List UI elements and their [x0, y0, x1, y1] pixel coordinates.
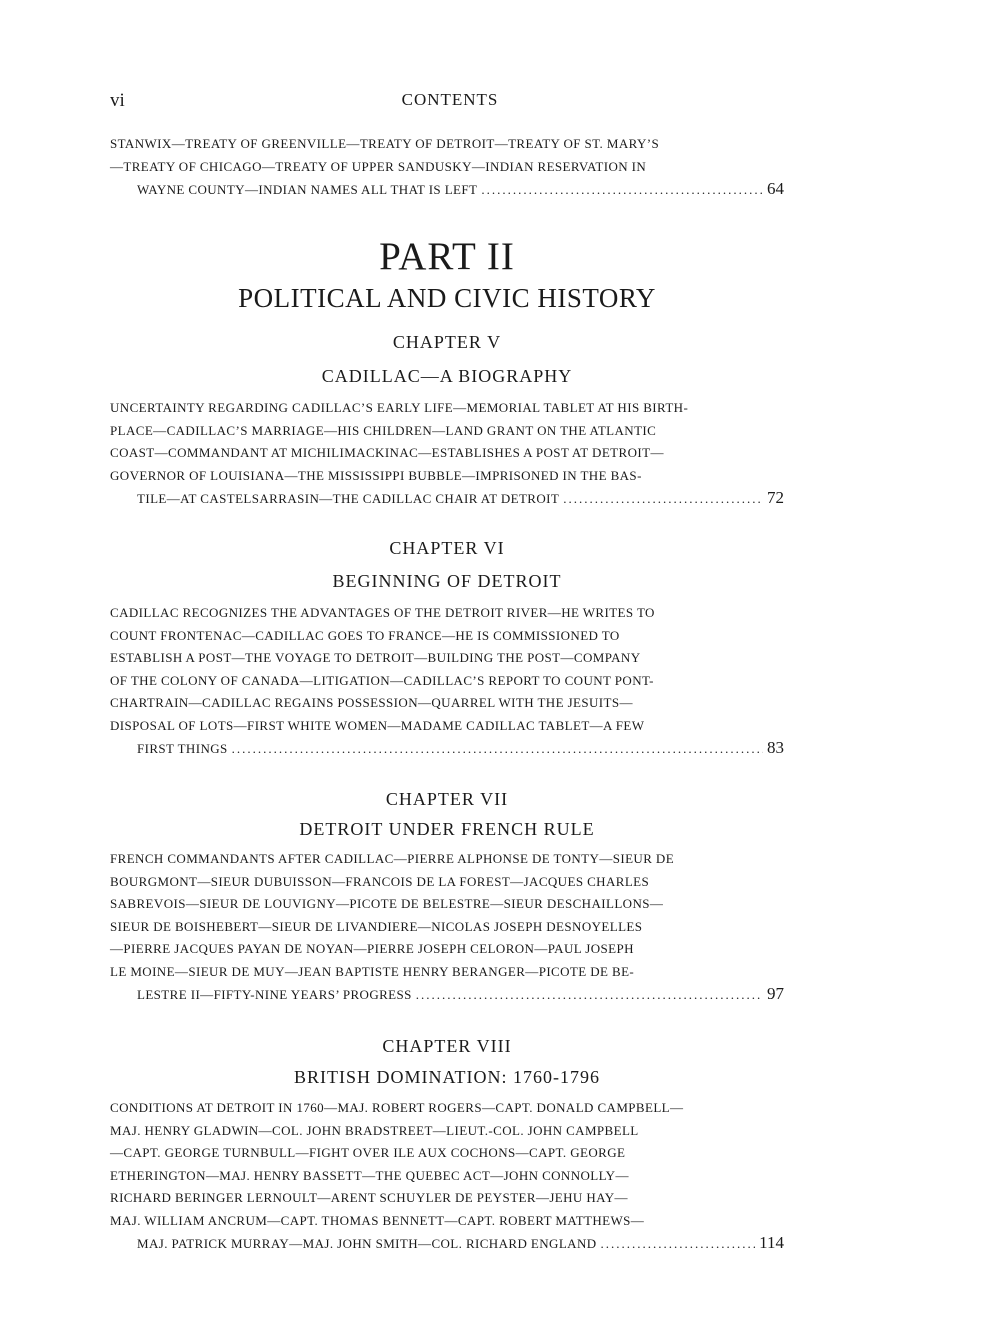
- summary-line: CADILLAC RECOGNIZES THE ADVANTAGES OF THE DETROIT RIVER—HE WRITES TO: [110, 605, 655, 620]
- summary-line: —CAPT. GEORGE TURNBULL—FIGHT OVER ILE AUX COCHONS—CAPT. GEORGE: [110, 1145, 626, 1160]
- summary-line: SABREVOIS—SIEUR DE LOUVIGNY—PICOTE DE BELESTRE—SIEUR DESCHAILLONS—: [110, 896, 664, 911]
- summary-last-line: [137, 1232, 784, 1256]
- summary-line: UNCERTAINTY REGARDING CADILLAC’S EARLY LIFE—MEMORIAL TABLET AT HIS BIRTH-: [110, 400, 689, 415]
- summary-last-line: [137, 737, 784, 761]
- chapter-label: CHAPTER VI: [389, 538, 505, 558]
- summary-line: MAJ. WILLIAM ANCRUM—CAPT. THOMAS BENNETT—CAPT. ROBERT MATTHEWS—: [110, 1212, 645, 1228]
- chapter-label: CHAPTER VII: [385, 789, 509, 809]
- summary-line: —PIERRE JACQUES PAYAN DE NOYAN—PIERRE JOSEPH CELORON—PAUL JOSEPH: [110, 941, 634, 956]
- summary-line-text: WAYNE COUNTY—INDIAN NAMES ALL THAT IS LEFT: [137, 182, 478, 197]
- summary-last-line: [137, 487, 784, 511]
- summary-line: STANWIX—TREATY OF GREENVILLE—TREATY OF DETROIT—TREATY OF ST. MARY’S: [110, 136, 660, 151]
- summary-line-text: MAJ. PATRICK MURRAY—MAJ. JOHN SMITH—COL. RICHARD ENGLAND: [137, 1236, 597, 1251]
- page-reference: 72: [767, 488, 784, 507]
- page-reference: 83: [767, 738, 784, 757]
- chapter-summary: [110, 397, 784, 511]
- chapter-label: CHAPTER V: [392, 332, 502, 352]
- summary-line-text: LESTRE II—FIFTY-NINE YEARS’ PROGRESS: [137, 987, 412, 1002]
- dot-leader: [232, 738, 763, 761]
- summary-line-text: TILE—AT CASTELSARRASIN—THE CADILLAC CHAIR AT DETROIT: [137, 491, 560, 506]
- chapter-title: BRITISH DOMINATION: 1760-1796: [294, 1067, 600, 1087]
- summary-line: COUNT FRONTENAC—CADILLAC GOES TO FRANCE—HE IS COMMISSIONED TO: [110, 627, 620, 643]
- page-number: vi: [110, 90, 125, 111]
- summary-line: CONDITIONS AT DETROIT IN 1760—MAJ. ROBERT ROGERS—CAPT. DONALD CAMPBELL—: [110, 1100, 684, 1115]
- summary-line: —TREATY OF CHICAGO—TREATY OF UPPER SANDUSKY—INDIAN RESERVATION IN: [110, 158, 647, 174]
- running-title: CONTENTS: [401, 90, 499, 109]
- summary-line: LE MOINE—SIEUR DE MUY—JEAN BAPTISTE HENRY BERANGER—PICOTE DE BE-: [110, 963, 635, 979]
- summary-last-line: [137, 178, 784, 202]
- summary-line: FRENCH COMMANDANTS AFTER CADILLAC—PIERRE ALPHONSE DE TONTY—SIEUR DE: [110, 851, 675, 866]
- summary-line: BOURGMONT—SIEUR DUBUISSON—FRANCOIS DE LA FOREST—JACQUES CHARLES: [110, 873, 650, 889]
- summary-line: DISPOSAL OF LOTS—FIRST WHITE WOMEN—MADAME CADILLAC TABLET—A FEW: [110, 717, 645, 733]
- chapter-title: BEGINNING OF DETROIT: [332, 571, 562, 591]
- chapter-summary: [110, 1097, 784, 1256]
- chapter-summary: [110, 848, 784, 1007]
- dot-leader: [601, 1233, 756, 1256]
- chapter-label: CHAPTER VIII: [382, 1036, 512, 1056]
- summary-line: COAST—COMMANDANT AT MICHILIMACKINAC—ESTABLISHES A POST AT DETROIT—: [110, 445, 664, 460]
- part-subtitle: POLITICAL AND CIVIC HISTORY: [238, 283, 656, 313]
- continued-summary: [110, 133, 784, 202]
- summary-line-text: FIRST THINGS: [137, 741, 228, 756]
- summary-line: ETHERINGTON—MAJ. HENRY BASSETT—THE QUEBEC ACT—JOHN CONNOLLY—: [110, 1167, 629, 1183]
- summary-line: ESTABLISH A POST—THE VOYAGE TO DETROIT—BUILDING THE POST—COMPANY: [110, 650, 641, 665]
- chapter-title: DETROIT UNDER FRENCH RULE: [299, 819, 595, 839]
- page-reference: 114: [759, 1233, 784, 1252]
- running-head: [110, 90, 790, 114]
- chapter-title: CADILLAC—A BIOGRAPHY: [321, 366, 573, 386]
- dot-leader: [481, 179, 763, 202]
- summary-line: RICHARD BERINGER LERNOULT—ARENT SCHUYLER DE PEYSTER—JEHU HAY—: [110, 1190, 628, 1205]
- summary-line: PLACE—CADILLAC’S MARRIAGE—HIS CHILDREN—LAND GRANT ON THE ATLANTIC: [110, 422, 657, 438]
- summary-line: MAJ. HENRY GLADWIN—COL. JOHN BRADSTREET—LIEUT.-COL. JOHN CAMPBELL: [110, 1122, 639, 1138]
- dot-leader: [416, 984, 763, 1007]
- summary-line: SIEUR DE BOISHEBERT—SIEUR DE LIVANDIERE—NICOLAS JOSEPH DESNOYELLES: [110, 918, 643, 934]
- page-reference: 97: [767, 984, 784, 1003]
- summary-line: OF THE COLONY OF CANADA—LITIGATION—CADILLAC’S REPORT TO COUNT PONT-: [110, 672, 654, 688]
- summary-line: CHARTRAIN—CADILLAC REGAINS POSSESSION—QUARREL WITH THE JESUITS—: [110, 695, 633, 710]
- part-title: PART II: [379, 235, 515, 278]
- page-reference: 64: [767, 179, 784, 198]
- dot-leader: [563, 488, 763, 511]
- summary-last-line: [137, 983, 784, 1007]
- summary-line: GOVERNOR OF LOUISIANA—THE MISSISSIPPI BUBBLE—IMPRISONED IN THE BAS-: [110, 467, 642, 483]
- chapter-summary: [110, 602, 784, 761]
